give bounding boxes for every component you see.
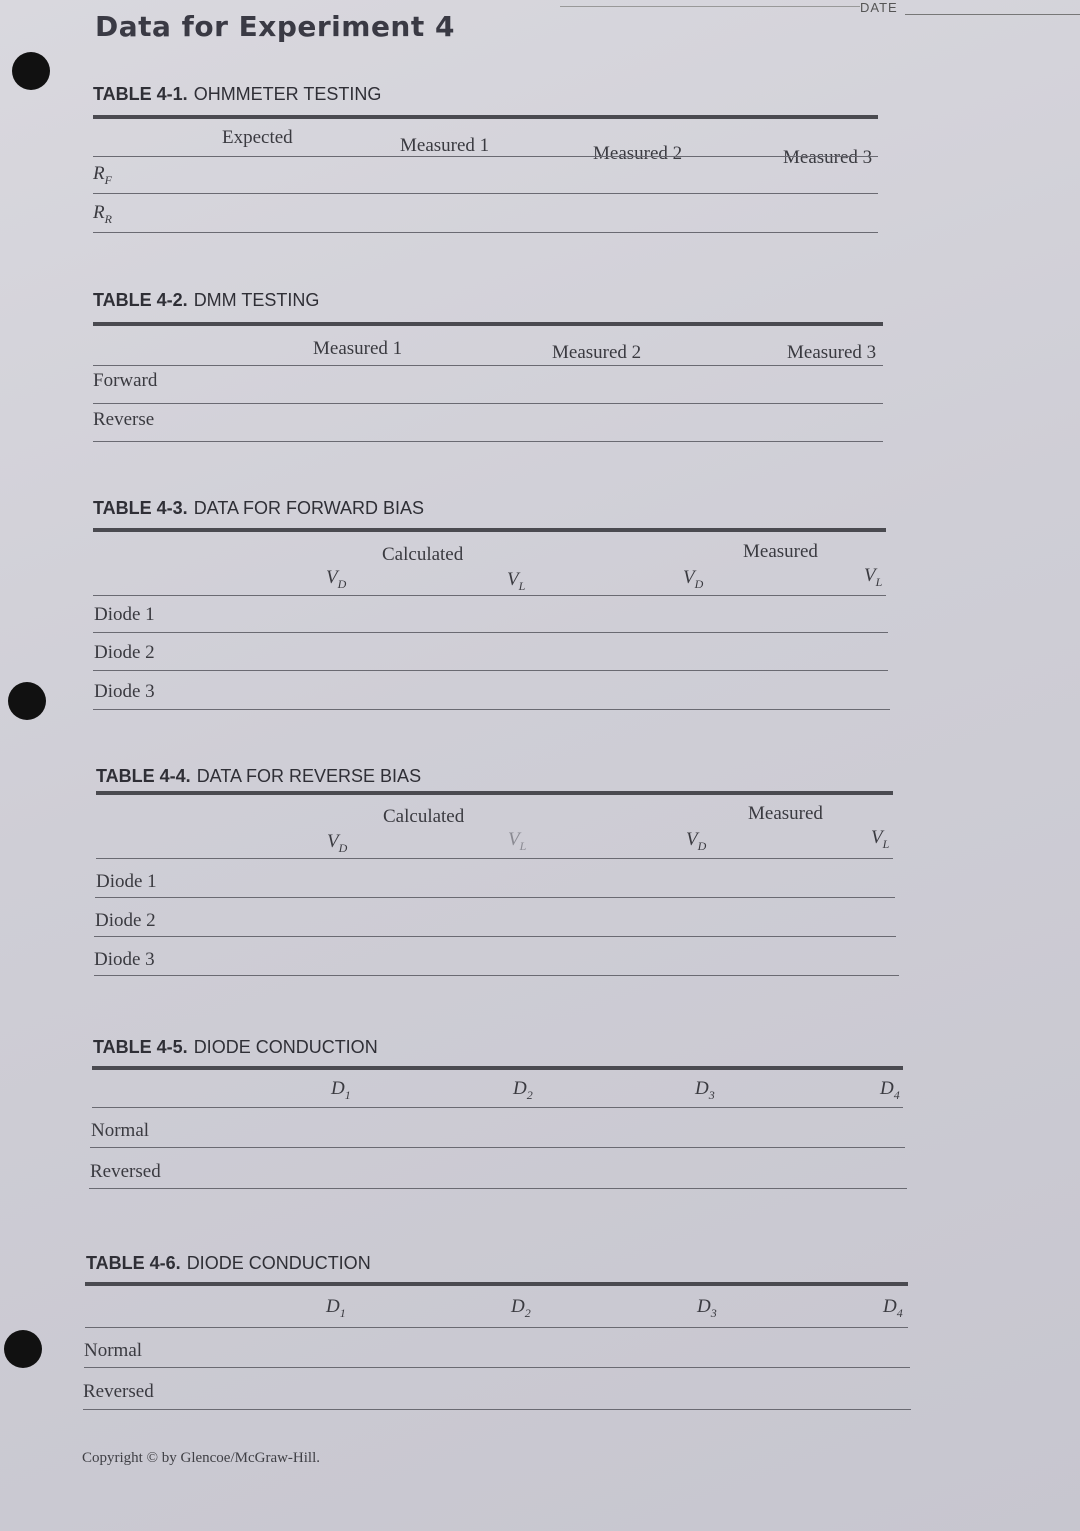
table-4-1-top-rule <box>93 115 878 119</box>
column-header-calc-vd: $V_D$ <box>326 567 347 591</box>
column-header-meas-vl: $V_L$ <box>871 827 890 851</box>
row-label-reversed: Reversed <box>83 1381 154 1402</box>
group-header-measured: Measured <box>743 541 818 562</box>
column-header-measured-2: Measured 2 <box>593 143 683 164</box>
binder-hole-middle <box>8 682 46 720</box>
page-title: Data for Experiment 4 <box>95 10 455 43</box>
column-header-calc-vd: $V_D$ <box>327 831 348 855</box>
table-name: DATA FOR REVERSE BIAS <box>196 766 422 786</box>
table-4-6-top-rule <box>85 1282 908 1286</box>
table-name: DMM TESTING <box>193 290 320 310</box>
column-header-meas-vd: $V_D$ <box>686 829 707 853</box>
table-4-5-row-rule <box>89 1188 907 1189</box>
binder-hole-bottom <box>4 1330 42 1368</box>
table-4-3-row-rule <box>93 709 890 710</box>
table-4-1-header-rule <box>93 156 878 157</box>
row-label-diode-1: Diode 1 <box>94 604 155 625</box>
column-header-d4: $D_4$ <box>880 1078 900 1102</box>
column-header-d3: $D_3$ <box>695 1078 715 1102</box>
row-label-normal: Normal <box>84 1340 143 1361</box>
table-name: DATA FOR FORWARD BIAS <box>193 498 425 518</box>
table-number: TABLE 4-1. <box>93 84 188 104</box>
copyright-notice: Copyright © by Glencoe/McGraw-Hill. <box>82 1450 321 1466</box>
row-label-diode-2: Diode 2 <box>95 910 156 931</box>
row-label-forward: Forward <box>93 370 158 391</box>
table-4-6-row-rule <box>84 1367 910 1368</box>
table-4-2-row-rule <box>93 403 883 404</box>
table-4-5-header-rule <box>92 1107 903 1108</box>
table-name: DIODE CONDUCTION <box>193 1037 378 1057</box>
table-4-6-row-rule <box>83 1409 911 1410</box>
column-header-measured-3: Measured 3 <box>783 147 873 168</box>
date-label: DATE <box>860 0 898 15</box>
column-header-measured-3: Measured 3 <box>787 342 877 363</box>
table-number: TABLE 4-4. <box>96 766 191 786</box>
table-4-3-title <box>93 498 424 519</box>
table-4-3-row-rule <box>93 632 888 633</box>
row-label-normal: Normal <box>91 1120 150 1141</box>
table-4-4-row-rule <box>95 897 895 898</box>
table-4-1-row-rule <box>93 232 878 233</box>
table-4-2-top-rule <box>93 322 883 326</box>
table-4-6-header-rule <box>85 1327 908 1328</box>
column-header-d2: $D_2$ <box>513 1078 533 1102</box>
column-header-meas-vl: $V_L$ <box>864 565 883 589</box>
table-4-4-row-rule <box>94 975 899 976</box>
column-header-d1: $D_1$ <box>331 1078 351 1102</box>
table-4-2-header-rule <box>93 365 883 366</box>
table-4-4-header-rule <box>96 858 893 859</box>
table-4-6-title <box>86 1253 371 1274</box>
row-label-rr: $R_R$ <box>93 202 112 226</box>
column-header-calc-vl: $V_L$ <box>507 569 526 593</box>
row-label-rf: $R_F$ <box>93 163 112 187</box>
column-header-meas-vd: $V_D$ <box>683 567 704 591</box>
table-4-3-top-rule <box>93 528 886 532</box>
group-header-measured: Measured <box>748 803 823 824</box>
row-label-reverse: Reverse <box>93 409 155 430</box>
column-header-expected: Expected <box>222 127 293 148</box>
row-label-diode-1: Diode 1 <box>96 871 157 892</box>
column-header-d4: $D_4$ <box>883 1296 903 1320</box>
column-header-d2: $D_2$ <box>511 1296 531 1320</box>
table-4-5-top-rule <box>92 1066 903 1070</box>
table-4-3-header-rule <box>93 595 886 596</box>
column-header-d3: $D_3$ <box>697 1296 717 1320</box>
table-name: OHMMETER TESTING <box>193 84 382 104</box>
row-label-diode-2: Diode 2 <box>94 642 155 663</box>
column-header-d1: $D_1$ <box>326 1296 346 1320</box>
table-4-5-title <box>93 1037 378 1058</box>
table-name: DIODE CONDUCTION <box>186 1253 371 1273</box>
date-field-line <box>905 14 1080 15</box>
table-4-2-title <box>93 290 319 311</box>
table-number: TABLE 4-3. <box>93 498 188 518</box>
table-number: TABLE 4-5. <box>93 1037 188 1057</box>
column-header-measured-2: Measured 2 <box>552 342 642 363</box>
group-header-calculated: Calculated <box>382 544 464 565</box>
table-4-2-row-rule <box>93 441 883 442</box>
table-4-1-row-rule <box>93 193 878 194</box>
table-4-4-title <box>96 766 421 787</box>
table-number: TABLE 4-2. <box>93 290 188 310</box>
row-label-diode-3: Diode 3 <box>94 949 155 970</box>
table-4-4-row-rule <box>94 936 896 937</box>
row-label-reversed: Reversed <box>90 1161 161 1182</box>
table-4-5-row-rule <box>90 1147 905 1148</box>
group-header-calculated: Calculated <box>383 806 465 827</box>
column-header-calc-vl: $V_L$ <box>508 829 527 853</box>
table-number: TABLE 4-6. <box>86 1253 181 1273</box>
column-header-measured-1: Measured 1 <box>313 338 403 359</box>
row-label-diode-3: Diode 3 <box>94 681 155 702</box>
table-4-1-title <box>93 84 381 105</box>
table-4-3-row-rule <box>93 670 888 671</box>
table-4-4-top-rule <box>96 791 893 795</box>
column-header-measured-1: Measured 1 <box>400 135 490 156</box>
binder-hole-top <box>12 52 50 90</box>
header-rule <box>560 6 860 7</box>
